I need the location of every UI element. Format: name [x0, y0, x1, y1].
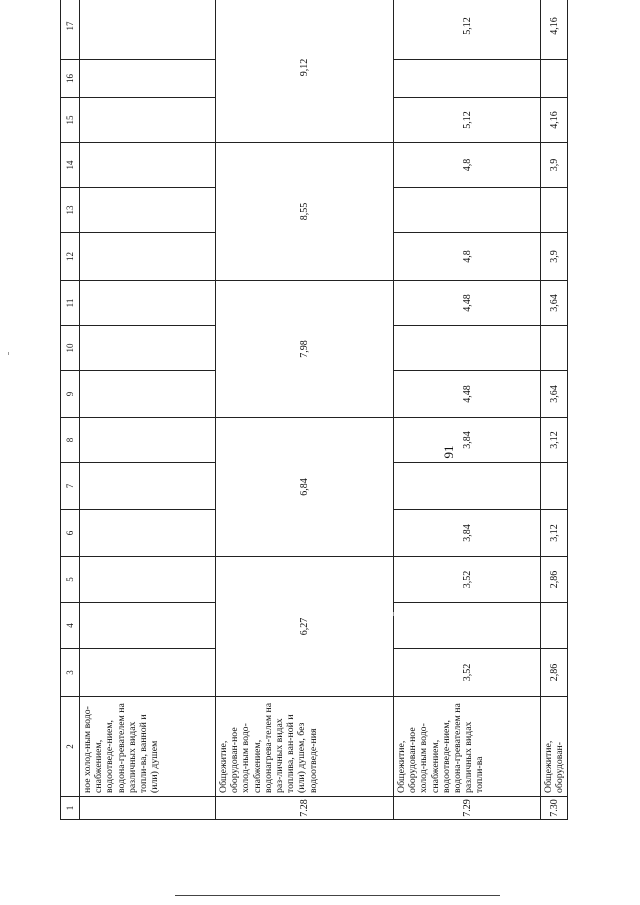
table-cell: 5,12: [394, 0, 541, 60]
col-header: 4: [61, 603, 80, 649]
header-row: [61, 0, 80, 820]
col-header: 2: [61, 697, 80, 797]
table-cell: 3,12: [541, 510, 568, 557]
col-header: 5: [61, 557, 80, 603]
table-cell: 4,16: [541, 0, 568, 60]
table-cell: [80, 98, 216, 143]
col-header: 14: [61, 143, 80, 188]
table-cell: 3,64: [541, 371, 568, 418]
col-header: 1: [61, 797, 80, 820]
table-cell: 6,84: [216, 418, 394, 557]
table-cell: [80, 0, 216, 60]
tariff-table: [60, 0, 568, 820]
table-cell: 3,52: [394, 557, 541, 603]
rotated-table-wrapper: [60, 17, 566, 820]
table-cell: 3,64: [541, 281, 568, 326]
table-row: [394, 0, 541, 820]
table-cell: [80, 557, 216, 603]
col-header: 6: [61, 510, 80, 557]
table-cell: [394, 188, 541, 233]
scan-speck: [393, 612, 394, 616]
table-cell: [80, 510, 216, 557]
table-row: [541, 0, 568, 820]
row-description: Общежитие, оборудован-: [541, 697, 568, 797]
scan-speck: [8, 352, 9, 355]
table-cell: [80, 143, 216, 188]
table-cell: 5,12: [394, 98, 541, 143]
row-description: Общежитие, оборудован-ное холод-ным водо-снабжением, водоотведе-нием, водона-гревателем на различных видах топли-ва: [394, 697, 541, 797]
table-cell: [80, 603, 216, 649]
table-cell: [80, 649, 216, 697]
row-number: 7.29: [394, 797, 541, 820]
row-number: 7.30: [541, 797, 568, 820]
col-header: 15: [61, 98, 80, 143]
table-cell: 4,16: [541, 98, 568, 143]
table-cell: [80, 233, 216, 281]
table-cell: 4,8: [394, 233, 541, 281]
table-cell: 3,84: [394, 510, 541, 557]
col-header: 7: [61, 463, 80, 510]
table-cell: [394, 463, 541, 510]
table-cell: [80, 371, 216, 418]
table-cell: 8,55: [216, 143, 394, 281]
row-number: [80, 797, 216, 820]
table-cell: [80, 60, 216, 98]
row-description: ное холод-ным водо-снабжением, водоотведе-нием, водона-гревателем на различных видах топли-ва, ванной и (или) душем: [80, 697, 216, 797]
col-header: 10: [61, 326, 80, 371]
col-header: 13: [61, 188, 80, 233]
table-cell: [541, 326, 568, 371]
table-cell: [541, 463, 568, 510]
table-cell: 4,8: [394, 143, 541, 188]
table-cell: [80, 188, 216, 233]
table-cell: 3,9: [541, 143, 568, 188]
table-row: [216, 0, 394, 820]
table-cell: 3,9: [541, 233, 568, 281]
table-cell: [80, 281, 216, 326]
table-cell: 7,98: [216, 281, 394, 418]
table-cell: [80, 463, 216, 510]
col-header: 3: [61, 649, 80, 697]
col-header: 9: [61, 371, 80, 418]
table-cell: [394, 60, 541, 98]
table-cell: [394, 326, 541, 371]
bottom-rule: [175, 895, 500, 896]
col-header: 12: [61, 233, 80, 281]
table-cell: 2,86: [541, 649, 568, 697]
table-cell: 2,86: [541, 557, 568, 603]
table-cell: [541, 60, 568, 98]
row-description: Общежитие, оборудован-ное холод-ным водо-снабжением, водонагрева-телем на раз-личных видах топлива, ван-ной и (или) душем, без водоотведе-ния: [216, 697, 394, 797]
page-number: 91: [441, 445, 456, 459]
table-cell: 3,12: [541, 418, 568, 463]
table-cell: 9,12: [216, 0, 394, 143]
col-header: 17: [61, 0, 80, 60]
table-cell: 3,52: [394, 649, 541, 697]
table-cell: [80, 326, 216, 371]
table-cell: 4,48: [394, 371, 541, 418]
table-cell: 6,27: [216, 557, 394, 697]
table-cell: [541, 188, 568, 233]
row-number: 7.28: [216, 797, 394, 820]
table-cell: 4,48: [394, 281, 541, 326]
table-cell: 3,84: [394, 418, 541, 463]
table-cell: [541, 603, 568, 649]
col-header: 11: [61, 281, 80, 326]
col-header: 8: [61, 418, 80, 463]
col-header: 16: [61, 60, 80, 98]
table-cell: [394, 603, 541, 649]
table-cell: [80, 418, 216, 463]
table-row: [80, 0, 216, 820]
